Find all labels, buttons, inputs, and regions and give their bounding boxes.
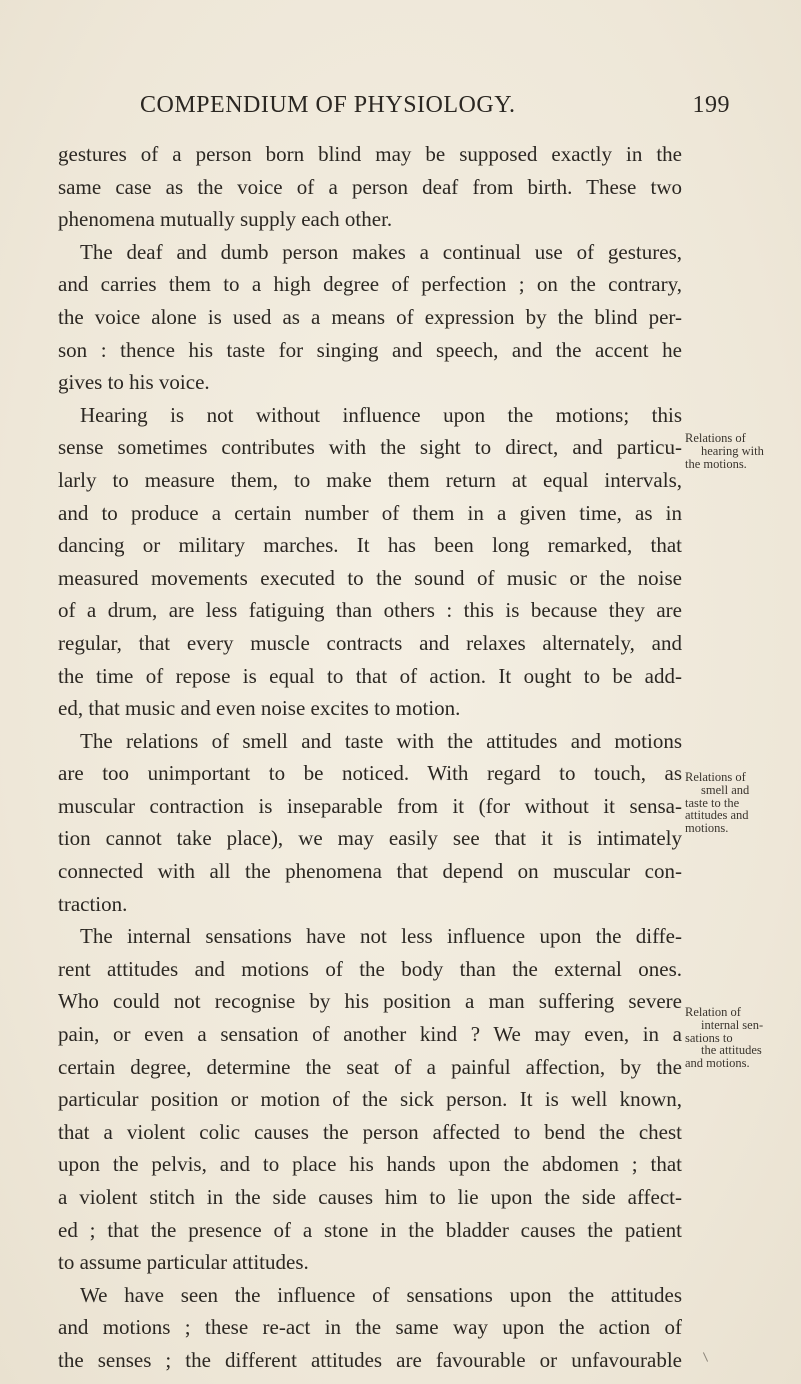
text-line: that a violent colic causes the person affected to bend the chest (58, 1119, 682, 1144)
text-line: and motions ; these re-act in the same way upon the action of (58, 1315, 682, 1340)
sidenote-line: Relations of (685, 770, 746, 784)
sidenote-line: internal sen- (701, 1017, 764, 1032)
text-line: We have seen the influence of sensations upon the attitudes (80, 1282, 682, 1307)
text-line: rent attitudes and motions of the body than the external ones. (58, 956, 682, 981)
text-line: The deaf and dumb person makes a continual use of gestures, (80, 239, 682, 264)
sidenote-smell-taste (685, 771, 797, 835)
text-line: of a drum, are less fatiguing than others : this is because they are (58, 598, 682, 623)
text-line: The internal sensations have not less influence upon the diffe- (80, 924, 682, 949)
running-head (140, 92, 730, 126)
text-line: Who could not recognise by his position a man suffering severe (58, 989, 682, 1014)
sidenote-line: attitudes and (685, 808, 749, 823)
text-line: ed, that music and even noise excites to motion. (58, 696, 461, 721)
text-line: upon the pelvis, and to place his hands upon the abdomen ; that (58, 1152, 682, 1177)
text-line: and carries them to a high degree of perfection ; on the contrary, (58, 272, 682, 297)
text-line: a violent stitch in the side causes him to lie upon the side affect- (58, 1185, 682, 1209)
sidenote-line: Relation of (685, 1005, 741, 1019)
sidenote-line: sations to (685, 1030, 733, 1045)
text-line: dancing or military marches. It has been long remarked, that (58, 533, 682, 558)
text-line: pain, or even a sensation of another kind ? We may even, in a (58, 1022, 682, 1047)
sidenote-line: and motions. (685, 1056, 750, 1071)
text-line: the voice alone is used as a means of expression by the blind per- (58, 304, 682, 329)
text-line: to assume particular attitudes. (58, 1250, 309, 1275)
text-line: regular, that every muscle contracts and relaxes alternately, and (58, 630, 682, 655)
text-line: and to produce a certain number of them in a given time, as in (58, 500, 682, 525)
sidenote-line: hearing with (701, 443, 764, 458)
text-line: sense sometimes contributes with the sight to direct, and particu- (58, 435, 682, 460)
text-line: The relations of smell and taste with the attitudes and motions (80, 728, 682, 753)
text-line: muscular contraction is inseparable from it (for without it sensa- (58, 793, 682, 818)
text-line: certain degree, determine the seat of a painful affection, by the (58, 1054, 682, 1079)
text-line: are too unimportant to be noticed. With regard to touch, as (58, 761, 682, 786)
text-line: the senses ; the different attitudes are favourable or unfavourable (58, 1347, 682, 1372)
sidenote-line: Relations of (685, 431, 746, 445)
text-line: same case as the voice of a person deaf from birth. These two (58, 174, 682, 199)
text-line: larly to measure them, to make them return at equal intervals, (58, 467, 682, 492)
running-title: COMPENDIUM OF PHYSIOLOGY. (140, 92, 516, 118)
text-line: ed ; that the presence of a stone in the bladder causes the patient (58, 1217, 682, 1242)
stray-mark (703, 1352, 708, 1361)
sidenote-line: the attitudes (701, 1043, 762, 1058)
text-line: Hearing is not without influence upon the motions; this (80, 402, 682, 427)
text-line: tion cannot take place), we may easily see that it is intimately (58, 826, 682, 851)
sidenote-line: the motions. (685, 456, 747, 471)
text-line: particular position or motion of the sick person. It is well known, (58, 1087, 682, 1112)
sidenote-line: motions. (685, 821, 729, 836)
text-line: the time of repose is equal to that of action. It ought to be add- (58, 663, 682, 688)
sidenote-line: smell and (701, 782, 750, 797)
sidenote-line: taste to the (685, 795, 740, 810)
text-line: gives to his voice. (58, 370, 210, 395)
page-number: 199 (692, 92, 730, 118)
text-line: connected with all the phenomena that depend on muscular con- (58, 859, 682, 884)
sidenote-internal-sensations (685, 1006, 797, 1070)
body-text (58, 138, 682, 1377)
text-line: measured movements executed to the sound of music or the noise (58, 565, 682, 590)
text-line: traction. (58, 891, 128, 916)
text-line: son : thence his taste for singing and speech, and the accent he (58, 337, 682, 362)
text-line: gestures of a person born blind may be supposed exactly in the (58, 142, 682, 166)
text-line: phenomena mutually supply each other. (58, 207, 393, 232)
sidenote-hearing (685, 432, 797, 470)
